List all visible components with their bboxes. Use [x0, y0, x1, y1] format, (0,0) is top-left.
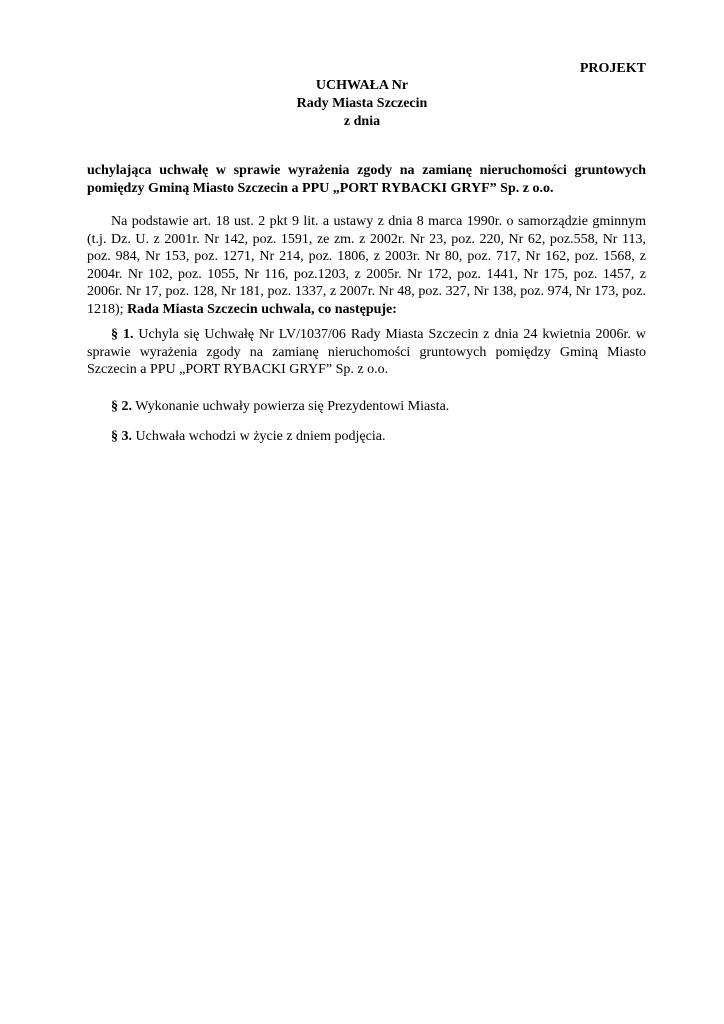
section-3-label: § 3. — [111, 429, 132, 444]
section-3 — [87, 428, 646, 446]
section-1-text: Uchyla się Uchwałę Nr LV/1037/06 Rady Miasta Szczecin z dnia 24 kwietnia 2006r. w sprawie wyrażenia zgody na zamianę nieruchomości gruntowych pomiędzy Gminą Miasto Szczecin a PPU „PORT RYBACKI GRYF” Sp. z o.o. — [87, 327, 646, 377]
projekt-stamp: PROJEKT — [579, 61, 646, 76]
legal-basis-enactment: Rada Miasta Szczecin uchwala, co następuje: — [127, 301, 397, 317]
section-1-label: § 1. — [111, 327, 134, 342]
section-3-text: Uchwała wchodzi w życie z dniem podjęcia. — [132, 429, 386, 444]
section-2-text: Wykonanie uchwały powierza się Prezydentowi Miasta. — [132, 399, 450, 414]
section-2-label: § 2. — [111, 399, 132, 414]
header-resolution-number: UCHWAŁA Nr — [315, 78, 409, 93]
resolution-header — [0, 77, 724, 131]
resolution-title: uchylająca uchwałę w sprawie wyrażenia zgody na zamianę nieruchomości gruntowych pomiędzy Gminą Miasto Szczecin a PPU „PORT RYBACKI GRYF” Sp. z o.o. — [87, 163, 646, 196]
section-2 — [87, 398, 646, 416]
section-1 — [87, 326, 646, 379]
header-date: z dnia — [343, 114, 381, 129]
legal-basis-paragraph — [87, 213, 646, 318]
legal-basis-text: Na podstawie art. 18 ust. 2 pkt 9 lit. a ustawy z dnia 8 marca 1990r. o samorządzie gminnym (t.j. Dz. U. z 2001r. Nr 142, poz. 1591, ze zm. z 2002r. Nr 23, poz. 220, Nr 62, poz.558, Nr 113, poz. 984, Nr 153, poz. 1271, Nr 214, poz. 1806, z 2003r. Nr 80, poz. 717, Nr 162, poz. 1568, z 2004r. Nr 102, poz. 1055, Nr 116, poz.1203, z 2005r. Nr 172, poz. 1441, Nr 175, poz. 1457, z 2006r. Nr 17, poz. 128, Nr 181, poz. 1337, z 2007r. Nr 48, poz. 327, Nr 138, poz. 974, Nr 173, poz. 1218); — [87, 214, 646, 317]
header-council-name: Rady Miasta Szczecin — [296, 96, 428, 111]
